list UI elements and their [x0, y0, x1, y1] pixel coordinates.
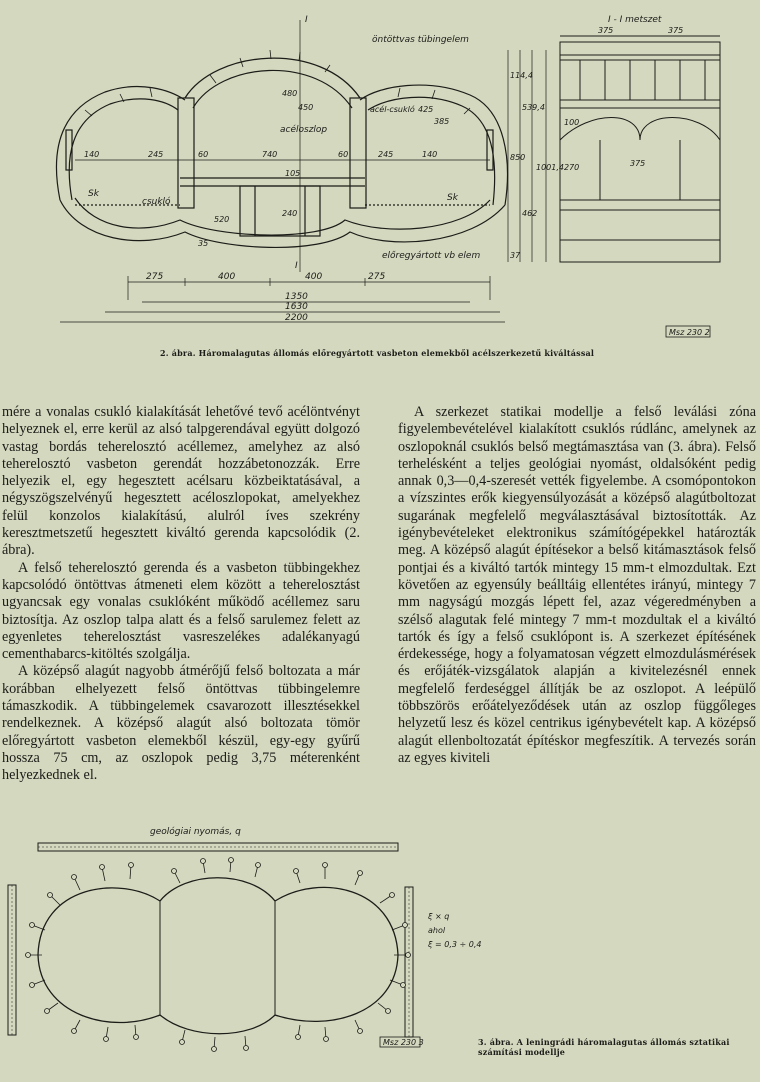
dim-bottom-7: 2200: [285, 313, 308, 323]
section-title: I - I metszet: [608, 15, 662, 25]
label-precast: előregyártott vb elem: [382, 251, 481, 261]
text-column-right: [398, 404, 756, 767]
figure-2-drawing: [0, 0, 760, 340]
dim-bottom-6: 1630: [285, 302, 308, 312]
paragraph: A középső alagút nagyobb átmérőjű felső boltozata a már korábban elhelyezett felső öntöttvas tübbingelemre támaszkodik. A tübbingelemek csavarozott illesztésekkel rendelkeznek. A középső alagút alsó boltozata tömör előregyártott vasbeton elemekből készül, egy-egy gyűrű hossza 75 cm, az oszlopok pedig 3,75 méterenként helyezkednek el.: [2, 663, 360, 784]
paragraph: mére a vonalas csukló kialakítását lehetővé tevő acélöntvényt helyeznek el, erre kerül az alsó talpgerendával együtt dolgozó vastag bordás teherelosztó acéllemez, amelyhez az alsó teherelosztó vasbeton gerendát hozzábetonozzák. Erre helyezik el, egy hegesztett acélsaru közbeiktatásával, a négyszögszelvényű hegesztett acéloszlopokat, amelyekhez felül konzolos kialakítású, alulról íves szekrény keresztmetszetű hegesztett kiváltó gerenda kapcsolódik (2. ábra).: [2, 404, 360, 559]
dim-side-3: 850: [510, 153, 526, 162]
dim-radius-6: 35: [198, 239, 209, 248]
dim-radius-1: 480: [282, 89, 298, 98]
dim-side-6: 37: [510, 251, 521, 260]
formula-line-1: ξ × q: [428, 912, 450, 921]
dim-bottom-2: 400: [218, 272, 236, 282]
paragraph: A szerkezet statikai modellje a felső leválási zóna figyelembevételével kialakított csuklós rúdlánc, amelynek az oszlopoknál csuklós belső megtámasztása van (3. ábra). Felső terhelésként a teljes geológiai nyomást, oldalsóként pedig annak 0,3—0,4-szeresét vették figyelembe. A csomópontokon a vízszintes erők kiegyensúlyozását a középső alagútboltozat sugarának megfelelő megválasztásával biztosították. Az igénybevételeket elektronikus számítógépekkel határozták meg. A középső alagút építésekor a belső kitámasztások felső pontjai és a kiváltó tartók mintegy 15 mm-t elmozdultak. Ezt követően az egyensúly beálltáig ellentétes irányú, mintegy 7 mm nagyságú mozgás lépett fel, azaz végeredményben a szélső alagutak felé mintegy 7 mm-t mozdultak el a kiváltó tartók és így a felső csuklópont is. A szerkezet építésének érdekessége, hogy a folyamatosan végzett elmozdulásmérések és erőjáték-vizsgálatok alapján a kivitelezésnél ennek megfelelő ferdeséggel állítják be az oszlopot. A leépülő többszörös erőátelyeződések után az oszlop függőleges helyzetű lesz és közel centrikus igénybevételt kap. A középső alagút ellenboltozatát építéskor megfeszítik. A tervezés során az egyes kiviteli: [398, 404, 756, 766]
figure-2-caption: 2. ábra. Háromalagutas állomás előregyártott vasbeton elemekből acélszerkezetű kiváltással: [160, 348, 595, 358]
dim-upper-5: 60: [338, 150, 349, 159]
dim-radius-5: 520: [214, 215, 230, 224]
dim-bottom-4: 275: [368, 272, 386, 282]
plate-number-2: Msz 230 2: [669, 328, 710, 337]
text-column-left: [2, 404, 360, 785]
dim-bottom-1: 275: [146, 272, 164, 282]
dim-side-1: 114,4: [510, 71, 533, 80]
formula-line-2: ahol: [428, 926, 446, 935]
dim-radius-3: 425: [418, 105, 434, 114]
dim-radius-4: 385: [434, 117, 450, 126]
dim-radius-2: 450: [298, 103, 314, 112]
section-mark-top: I: [305, 15, 308, 25]
dim-upper-7: 140: [422, 150, 438, 159]
load-label: geológiai nyomás, q: [150, 827, 241, 837]
dim-side-5: 462: [522, 209, 538, 218]
dim-side-2: 539,4: [522, 103, 545, 112]
label-sk-right: Sk: [447, 193, 458, 203]
label-sk-left: Sk: [88, 189, 99, 199]
paragraph: A felső teherelosztó gerenda és a vasbeton tübbingekhez kapcsolódó öntöttvas átmeneti elem között a teherelosztást ugyancsak egy vonalas csuklóként működő acéllemez saru biztosítja. Az oszlop talpa alatt és a felső sarulemez felett az egyenletes teherelosztást vasreszelékes adalékanyagú cementhabarcs-kitöltés szolgálja.: [2, 559, 360, 663]
dim-upper-2: 245: [148, 150, 164, 159]
figure-2: [0, 0, 760, 340]
dim-section-3: 100: [564, 118, 580, 127]
dim-section-4: 270: [564, 163, 580, 172]
dim-section-1: 375: [598, 26, 614, 35]
label-tubbing: öntöttvas tübingelem: [372, 35, 469, 45]
dim-side-4: 1001,4: [536, 163, 564, 172]
dim-upper-6: 245: [378, 150, 394, 159]
dim-upper-3: 60: [198, 150, 209, 159]
label-csuklo: csukló: [142, 197, 171, 207]
dim-bottom-3: 400: [305, 272, 323, 282]
figure-3-caption: 3. ábra. A leningrádi háromalagutas állomás sztatikai számítási modellje: [478, 1037, 730, 1057]
dim-upper-4: 740: [262, 150, 278, 159]
formula-line-3: ξ = 0,3 ÷ 0,4: [428, 940, 482, 949]
section-mark-bottom: I: [295, 261, 298, 271]
dim-section-5: 375: [630, 159, 646, 168]
dim-mid-1: 105: [285, 169, 301, 178]
dim-mid-2: 240: [282, 209, 298, 218]
dim-bottom-5: 1350: [285, 292, 308, 302]
plate-number-3: Msz 230 3: [383, 1038, 424, 1047]
label-steel-column: acéloszlop: [280, 125, 328, 135]
label-hinge: acél-csukló: [370, 105, 415, 114]
dim-section-2: 375: [668, 26, 684, 35]
section-view: [560, 36, 720, 262]
dim-upper-1: 140: [84, 150, 100, 159]
